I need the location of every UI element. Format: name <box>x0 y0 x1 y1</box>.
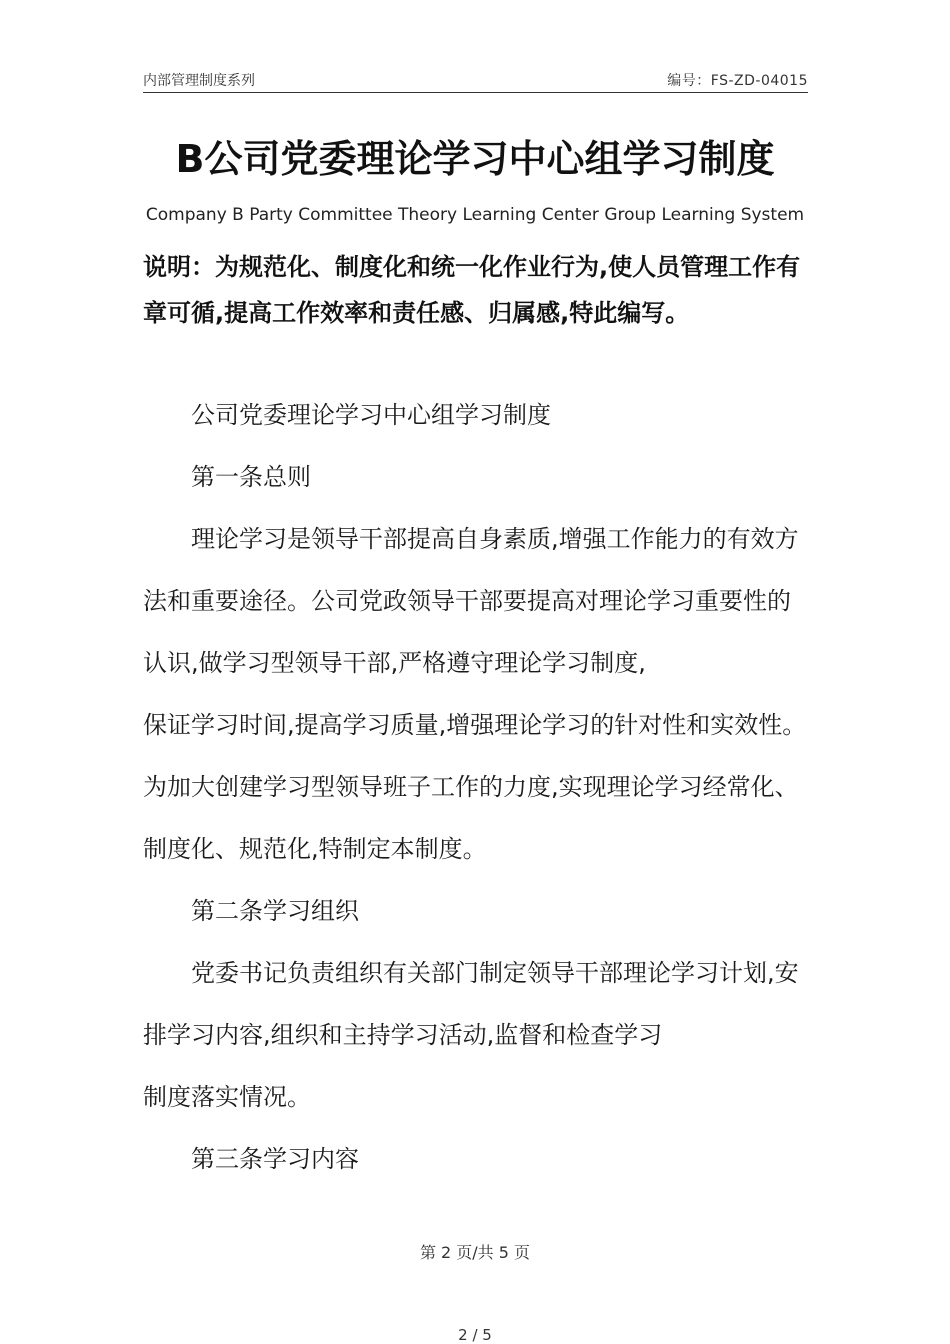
body-heading: 公司党委理论学习中心组学习制度 <box>191 401 551 429</box>
page-footer: 第 2 页/共 5 页 <box>419 1243 531 1262</box>
header-doc-number: 编号：FS-ZD-04015 <box>667 73 808 89</box>
document-body <box>143 384 808 1190</box>
page-indicator: 2 / 5 <box>458 1326 492 1344</box>
article-2-paragraph-2: 制度落实情况。 <box>143 1083 311 1111</box>
document-note: 说明：为规范化、制度化和统一化作业行为,使人员管理工作有章可循,提高工作效率和责任感、归属感,特此编写。 <box>143 253 801 327</box>
article-3-title: 第三条学习内容 <box>191 1145 359 1173</box>
article-2-title: 第二条学习组织 <box>191 897 359 925</box>
article-1-title: 第一条总则 <box>191 463 311 491</box>
document-subtitle: Company B Party Committee Theory Learning Center Group Learning System <box>145 205 805 225</box>
article-2-paragraph-1: 党委书记负责组织有关部门制定领导干部理论学习计划,安排学习内容,组织和主持学习活动,监督和检查学习 <box>143 959 799 1049</box>
article-1-paragraph-1: 理论学习是领导干部提高自身素质,增强工作能力的有效方法和重要途径。公司党政领导干部要提高对理论学习重要性的认识,做学习型领导干部,严格遵守理论学习制度, <box>143 525 799 677</box>
document-title: B公司党委理论学习中心组学习制度 <box>175 137 775 181</box>
header-series-label: 内部管理制度系列 <box>143 73 255 89</box>
article-1-paragraph-2: 保证学习时间,提高学习质量,增强理论学习的针对性和实效性。为加大创建学习型领导班子工作的力度,实现理论学习经常化、制度化、规范化,特制定本制度。 <box>143 711 807 863</box>
page-header <box>143 66 808 93</box>
